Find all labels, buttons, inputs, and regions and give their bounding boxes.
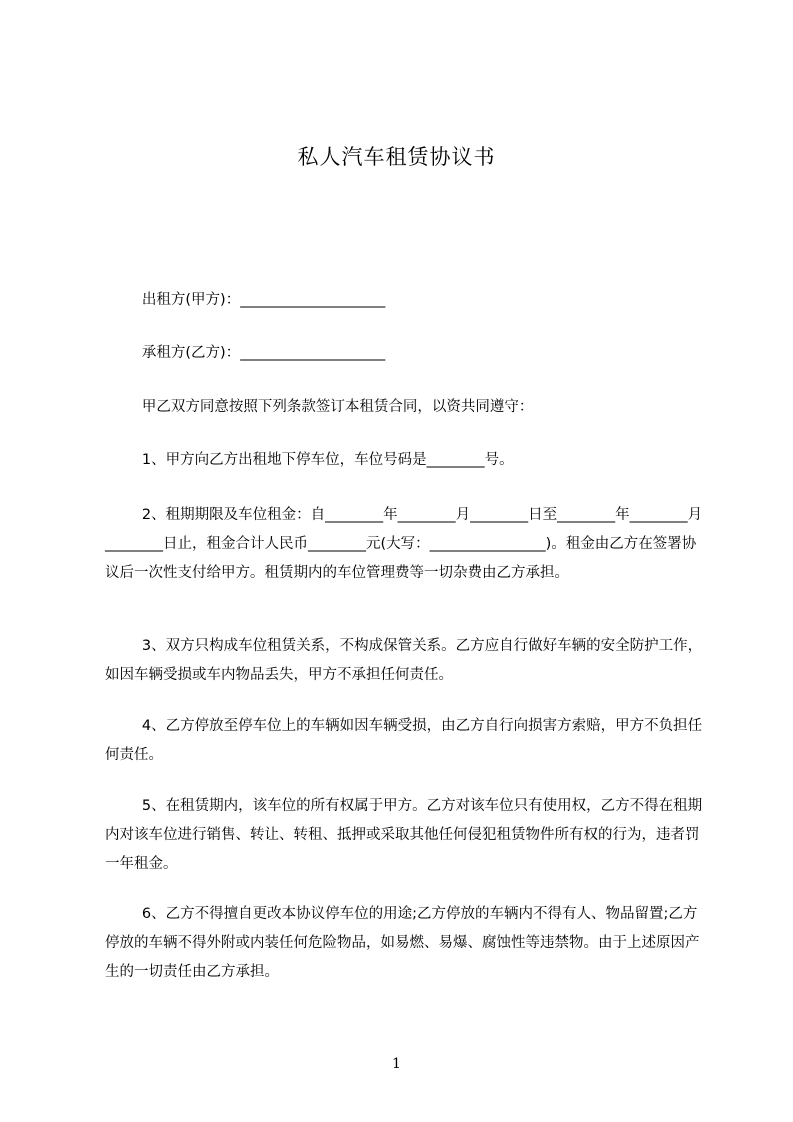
clause-5: 5、在租赁期内，该车位的所有权属于甲方。乙方对该车位只有使用权，乙方不得在租期内对该车位进行销售、转让、转租、抵押或采取其他任何侵犯租赁物件所有权的行为，违者罚一年租金。 xyxy=(105,798,703,872)
clause-6: 6、乙方不得擅自更改本协议停车位的用途;乙方停放的车辆内不得有人、物品留置;乙方停放的车辆不得外附或内装任何危险物品，如易燃、易爆、腐蚀性等违禁物。由于上述原因产生的一切责任由乙方承担。 xyxy=(105,906,700,980)
lessee-line: 承租方(乙方)：____________________ xyxy=(105,345,386,361)
clause-2: 2、租期期限及车位租金：自________年________月________日至________年________月________日止，租金合计人民币________元(大写：________________)。租金由乙方在签署协议后一次性支付给甲方。租赁期内的车位管理费等一切杂费由乙方承担。 xyxy=(105,507,703,581)
clause-1: 1、甲方向乙方出租地下停车位，车位号码是________号。 xyxy=(105,452,514,468)
lessor-line: 出租方(甲方)：____________________ xyxy=(105,292,386,308)
page-number: 1 xyxy=(392,1056,401,1072)
clause-3: 3、双方只构成车位租赁关系，不构成保管关系。乙方应自行做好车辆的安全防护工作，如因车辆受损或车内物品丢失，甲方不承担任何责任。 xyxy=(105,638,703,683)
document-title: 私人汽车租赁协议书 xyxy=(297,145,496,169)
clause-4: 4、乙方停放至停车位上的车辆如因车辆受损，由乙方自行向损害方索赔，甲方不负担任何责任。 xyxy=(105,718,703,763)
agreement-intro: 甲乙双方同意按照下列条款签订本租赁合同，以资共同遵守： xyxy=(105,399,534,415)
